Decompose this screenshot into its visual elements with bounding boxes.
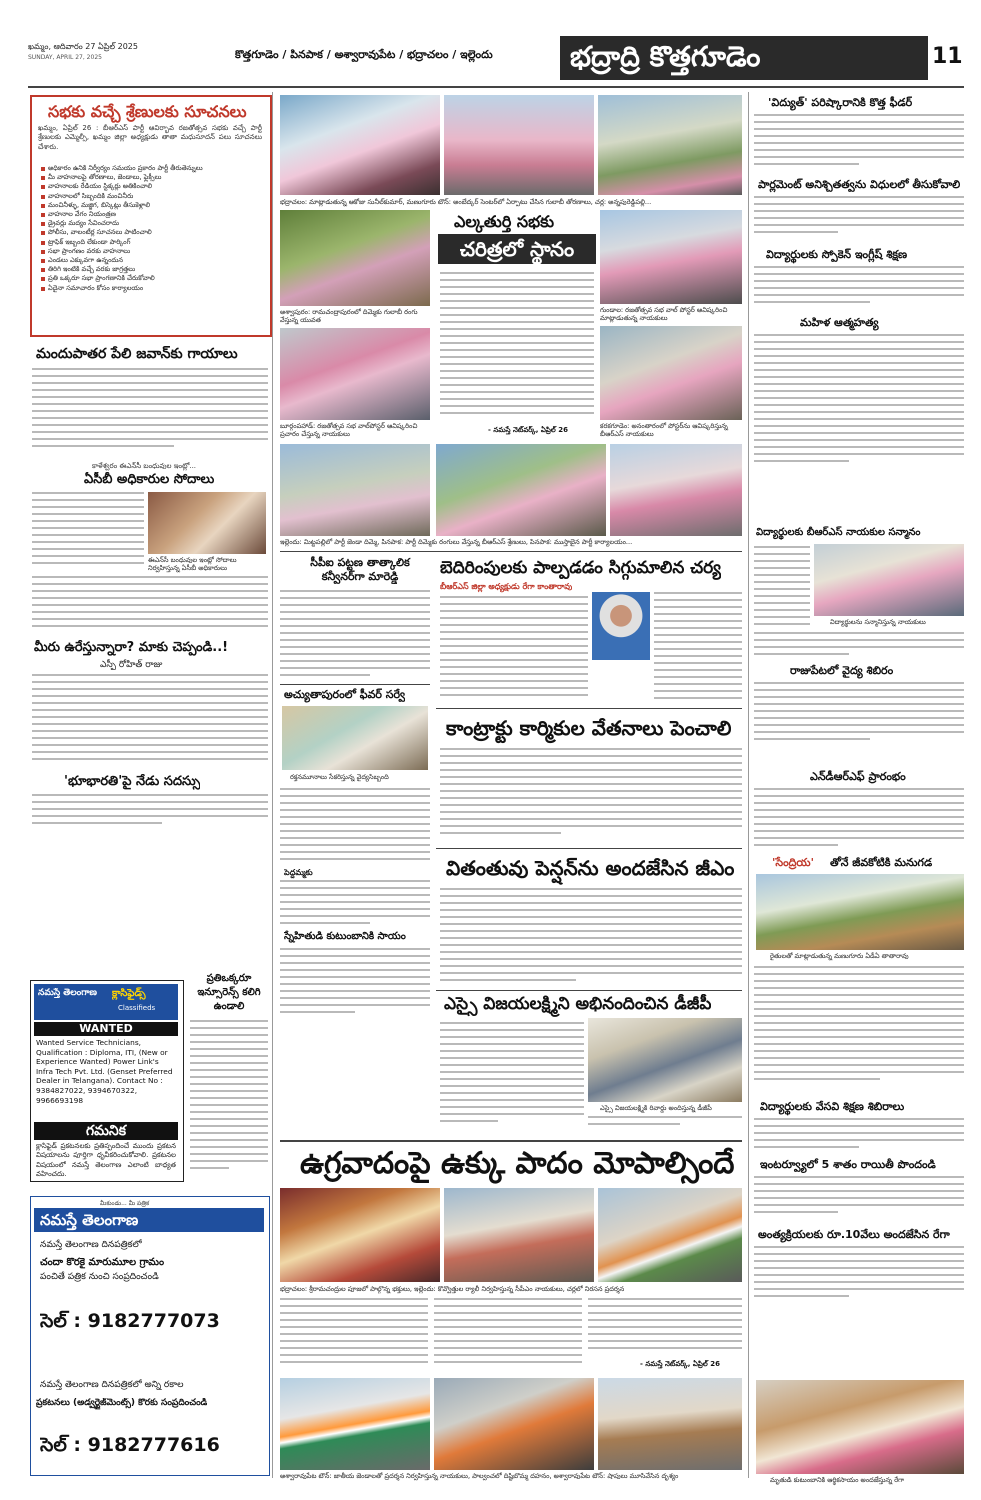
body-antyakriya [754, 1246, 964, 1306]
center-rule-1 [280, 551, 742, 552]
caption-acb: ఈఎన్‌సీ బంధువుల ఇంట్లో సోదాలు నిర్వహిస్తున్న ఏసీబీ అధికారులు [148, 556, 237, 572]
photo-ugra-shops [598, 1378, 742, 1470]
body-si-2 [588, 1116, 742, 1136]
subhead-meeru: ఎస్పీ రోహిత్ రాజు [100, 660, 163, 670]
body-insurance [190, 1020, 268, 1190]
photo-ugra-charla [598, 1188, 742, 1282]
body-vesavi [754, 1118, 964, 1154]
headline-mahila: మహిళ ఆత్మహత్య [800, 316, 879, 329]
date-line: ఖమ్మం, ఆదివారం 27 ఏప్రిల్ 2025 [28, 42, 138, 51]
body-bedirimpu-2 [654, 592, 742, 702]
headline-vidyut: 'విద్యుత్' పరిష్కారానికి కొత్త ఫీడర్ [768, 96, 913, 109]
photo-illendu [280, 444, 430, 536]
si-rule [436, 990, 742, 991]
list-item: వాహనాలకు రేడియం స్టిక్కర్లు అతికించాలి [40, 182, 262, 191]
photo-sanmanam [814, 544, 964, 616]
headline-ndrf: ఎన్‌డీఆర్ఎఫ్ ప్రారంభం [810, 770, 906, 783]
headline-sendriya-b: తోనే జీవకోటికి మనుగడ [830, 856, 933, 869]
photo-pinapaka-2 [610, 444, 742, 536]
photo-sendriya [756, 874, 964, 950]
ad-line4: నమస్తే తెలంగాణ దినపత్రికలో అన్ని రకాల [40, 1380, 184, 1390]
ad-phone-advertisement[interactable]: సెల్ : 9182777616 [40, 1434, 220, 1456]
list-item: తిరిగి ఇంటికి వచ్చే వరకు జాగ్రత్తలు [40, 265, 262, 274]
logo-classifieds-text: క్లాసిఫైడ్స్ [112, 988, 146, 999]
ugra-rule [280, 1140, 742, 1142]
headline-insurance: ప్రతిఒక్కరూ ఇన్సూరెన్స్ కలిగి ఉండాలి [197, 973, 261, 1012]
list-item: అధికారం ఉనికి నిర్వీర్యం సమయం ప్రకారం పార్టీ తీరుతెన్నులు [40, 164, 262, 173]
kicker-acb: కాళేశ్వరం ఈఎన్‌సీ బంధువుల ఇంట్లో... [92, 462, 197, 470]
body-interview [754, 1176, 964, 1224]
body-english [754, 266, 964, 314]
gamanika-title: గమనిక [34, 1122, 178, 1140]
photo-pinapaka-1 [436, 444, 606, 536]
body-snehitudu [280, 948, 430, 1020]
headline-interview: ఇంటర్వ్యూలో 5 శాతం రాయితీ పొందండి [760, 1158, 936, 1171]
body-bedirimpu [440, 596, 588, 700]
body-si [440, 1022, 584, 1130]
headline-pension: వితంతువు పెన్షన్‌ను అందజేసిన జీఎం [446, 856, 735, 880]
list-item: మీ వాహనాలపై తోరణాలు, జెండాలు, ఫ్లెక్సీలు [40, 173, 262, 182]
headline-antyakriya: అంత్యక్రియలకు రూ.10వేలు అందజేసిన రేగా [758, 1228, 950, 1241]
list-item: ఎండలు ఎక్కువగా ఉన్నందున [40, 256, 262, 265]
headline-bedirimpu: బెదిరింపులకు పాల్పడడం సిగ్గుమాలిన చర్య [440, 558, 721, 578]
photo-bhadrachalam [280, 95, 440, 195]
headline-si: ఎస్సై విజయలక్ష్మిని అభినందించిన డీజీపీ [444, 994, 712, 1014]
ad-small-tagline: మీకుండు... మీ పత్రిక [100, 1200, 150, 1207]
district-banner [560, 36, 928, 80]
district-title: భద్రాద్రి కొత్తగూడెం [570, 40, 761, 73]
body-meeru [32, 674, 268, 770]
page-number: 11 [932, 44, 963, 69]
date-english: SUNDAY, APRIL 27, 2025 [28, 54, 102, 61]
headline-achyuta: అచ్యుతాపురంలో ఫీవర్ సర్వే [284, 688, 406, 701]
photo-burgampahad [280, 328, 430, 420]
gamanika-body: క్లాసిఫైడ్ ప్రకటనలకు ప్రతిస్పందించే ముందు ప్రకటన విషయాలను పూర్తిగా ధృవీకరించుకోవాలి. ప్రకటనల విషయంలో నమస్తే తెలంగాణ ఎలాంటి బాధ్యత వహించదు. [36, 1142, 176, 1179]
column-divider-left [272, 92, 273, 1478]
body-peddamma-2 [280, 880, 430, 928]
body-acb [32, 576, 268, 636]
masthead [28, 36, 964, 86]
photo-ugra-illendu [444, 1188, 594, 1282]
headline-acb: ఏసీబీ అధికారుల సోదాలు [84, 472, 215, 487]
caption-ugra-bottom: అశ్వారావుపేట టౌన్: జాతీయ జెండాలతో ప్రదర్శన నిర్వహిస్తున్న నాయకులు, పాల్వంచలో దిష్టిబొమ్మ దహనం, అశ్వారావుపేట టౌన్: షాపులు మూసివేసిన దృశ్యం [280, 1472, 679, 1480]
body-mandupatara [32, 368, 268, 454]
body-acb-left [32, 492, 144, 572]
body-ugra-3 [588, 1298, 742, 1358]
photo-ugra-ashwaraopeta [280, 1378, 430, 1470]
places-line: కొత్తగూడెం / పినపాక / అశ్వారావుపేట / భద్రాచలం / ఇల్లెందు [235, 48, 493, 61]
photo-charla [598, 95, 742, 195]
headline-vesavi: విద్యార్థులకు వేసవి శిక్షణ శిబిరాలు [760, 1100, 905, 1113]
headline-meeru: మీరు ఉరేస్తున్నారా? మాకు చెప్పండి..! [34, 640, 229, 655]
pension-rule [436, 848, 742, 849]
headline-yellampalli-top: ఎల్కతుర్తి సభకు [454, 212, 555, 231]
caption-gundala: గుండాల: రజతోత్సవ సభ వాల్ పోస్టర్ ఆవిష్కరించి మాట్లాడుతున్న నాయకులు [600, 306, 728, 322]
ad-line1: నమస్తే తెలంగాణ దినపత్రికలో [40, 1240, 142, 1250]
headline-rajupeta: రాజుపేటలో వైద్య శిబిరం [790, 664, 894, 677]
body-pension [440, 888, 742, 988]
suggestions-list [40, 164, 262, 329]
suggestions-intro: ఖమ్మం, ఏప్రిల్ 26 : బీఆర్ఎస్ పార్టీ ఆవిర్భావ రజతోత్సవ సభకు వచ్చే పార్టీ శ్రేణులకు ఎమ్మెల్సీ, ఖమ్మం జిల్లా అధ్యక్షుడు తాతా మధుసూదన్ పలు సూచనలు చేశారు. [38, 124, 262, 151]
headline-sendriya-a: 'సేంద్రియ' [772, 856, 814, 869]
caption-si: ఎస్సై విజయలక్ష్మికి రివార్డు అందిస్తున్న డీజీపీ [600, 1104, 712, 1112]
caption-sendriya: రైతులతో మాట్లాడుతున్న మణుగూరు ఏడీఏ తాతారావు [770, 952, 909, 960]
photo-acb-raid [148, 492, 266, 554]
column-divider-right [748, 92, 749, 1478]
headline-pedda: పెద్దమ్మకు [284, 868, 313, 877]
body-peddamma-1 [280, 788, 430, 868]
body-cpi [280, 590, 430, 680]
body-ugra-1 [280, 1298, 428, 1372]
body-ugra-2 [434, 1298, 582, 1372]
achyuta-rule [280, 684, 430, 685]
headline-cpi: సీపీఐ పట్టణ తాత్కాలిక కన్వీనర్‌గా మారెడ్డి [310, 556, 410, 583]
photo-fever-survey [282, 706, 428, 770]
caption-achyuta: రక్తనమూనాలు సేకరిస్తున్న వైద్యసిబ్బంది [290, 773, 389, 781]
photo-si-reward [588, 1018, 742, 1102]
photo-antyakriya [756, 1380, 964, 1474]
byline-ugra: - నమస్తే నెట్‌వర్క్, ఏప్రిల్ 26 [640, 1360, 720, 1368]
logo-namaste-text: నమస్తే తెలంగాణ [38, 988, 97, 998]
list-item: డ్రైవర్లు మద్యం సేవించరాదు [40, 219, 262, 228]
photo-karakagudem [600, 326, 742, 420]
headline-ugravadam: ఉగ్రవాదంపై ఉక్కు పాదం మోపాల్సిందే [300, 1146, 735, 1181]
headline-bhubharathi: 'భూభారతి'పై నేడు సదస్సు [64, 774, 201, 789]
caption-sanmanam: విద్యార్థులను సన్మానిస్తున్న నాయకులు [830, 618, 926, 626]
ad-phone-subscription[interactable]: సెల్ : 9182777073 [40, 1310, 220, 1332]
list-item: వాహనాలలో సిబ్బందికి మంచినీరు [40, 192, 262, 201]
headline-parliament: పార్లమెంట్ అనిశ్చితత్వను విధులలో తీసుకోవాలి [758, 178, 961, 191]
caption-ashwapuram: అశ్వాపురం: రామచంద్రాపురంలో దిమ్మెకు గులాబీ రంగు వేస్తున్న యువత [280, 308, 418, 324]
headline-contract: కాంట్రాక్టు కార్మికుల వేతనాలు పెంచాలి [446, 716, 732, 740]
caption-photo-row2: ఇల్లెందు: మిట్టపల్లిలో పార్టీ జెండా దిమ్మె, పినపాక: పార్టీ దిమ్మెకు రంగులు వేస్తున్న బీఆర్ఎస్ శ్రేణులు, పినపాక: ముస్తాబైన పార్టీ కార్యాలయం... [280, 538, 633, 546]
list-item: సభా ప్రాంగణం వరకు వాహనాలు [40, 247, 262, 256]
logo-classifieds-en: Classifieds [118, 1004, 156, 1012]
photo-gundala [600, 210, 742, 304]
ad-line3: పంచితే పత్రిక నుంచి సంప్రదించండి [40, 1272, 159, 1282]
photo-rega-kantharao [592, 592, 650, 660]
body-rajupeta [754, 682, 964, 748]
body-mahila [754, 334, 964, 472]
subhead-bedirimpu: బీఆర్ఎస్ జిల్లా అధ్యక్షుడు రేగా కాంతారావు [440, 582, 573, 591]
ad-brand: నమస్తే తెలంగాణ [34, 1208, 264, 1232]
list-item: మంచినీళ్ళు, మజ్జిగ, బిస్కెట్లు తీసుకెళ్లాలి [40, 201, 262, 210]
ad-line5: ప్రకటనలు (అడ్వర్టైజ్‌మెంట్స్) కొరకు సంప్రదించండి [36, 1398, 208, 1408]
body-bhubharathi [32, 794, 268, 834]
wanted-title: WANTED [34, 1022, 178, 1036]
suggestions-title: సభకు వచ్చే శ్రేణులకు సూచనలు [48, 102, 247, 121]
headline-yellampalli-main: చరిత్రలో స్థానం [438, 234, 596, 264]
caption-karakagudem: కరకగూడెం: అనంతారంలో పోస్టర్‌ను ఆవిష్కరిస్తున్న బీఆర్ఎస్ నాయకులు [600, 422, 728, 438]
body-sanmanam-1 [754, 546, 810, 630]
list-item: ఏదైనా సమాచారం కోసం కార్యాలయం [40, 284, 262, 293]
photo-ugra-bhadrachalam [280, 1188, 440, 1282]
byline-yellampalli: - నమస్తే నెట్‌వర్క్, ఏప్రిల్ 26 [488, 426, 568, 434]
classifieds-logo [34, 984, 178, 1020]
wanted-body: Wanted Service Technicians, Qualification : Diploma, ITI, (New or Experience Wanted) Power Link's Infra Tech Pvt. Ltd. (Genset Preferred Dealer in Telangana). Contact No : 9384827022, 9394670322, 9966693198 [36, 1038, 173, 1105]
body-sendriya [754, 966, 964, 1096]
ad-line2: చందా కొరకై మారుమూల గ్రామం [40, 1257, 165, 1268]
caption-photo-row1: భద్రాచలం: మాట్లాడుతున్న ఆకోజు సునీల్‌కుమార్, మణుగూరు టౌన్: అంబేద్కర్ సెంటర్‌లో ఏర్పాటు చేసిన గులాబీ తోరణాలు, చర్ల: అన్నపురెడ్డిపల్లి... [280, 198, 652, 206]
headline-english: విద్యార్థులకు స్పోకెన్ ఇంగ్లీష్ శిక్షణ [766, 248, 908, 261]
masthead-rule [28, 86, 964, 88]
list-item: పోలీసు, వాలంటీర్ల సూచనలు పాటించాలి [40, 228, 262, 237]
photo-manuguru-ambedkar [444, 95, 594, 195]
headline-mandupatara: మందుపాతర పేలి జవాన్‌కు గాయాలు [36, 346, 238, 362]
body-parliament [754, 196, 964, 244]
caption-antyakriya: మృతుడి కుటుంబానికి ఆర్థికసాయం అందజేస్తున్న రేగా [770, 1476, 905, 1484]
body-vidyut [754, 114, 964, 174]
body-sanmanam-2 [754, 632, 964, 662]
list-item: వాహనాల వేగం నియంత్రణ [40, 210, 262, 219]
photo-ashwapuram [280, 210, 430, 306]
contract-rule [436, 708, 742, 709]
list-item: ప్రతి ఒక్కరూ సభా ప్రాంగణానికి చేరుకోవాలి [40, 274, 262, 283]
body-ndrf [754, 788, 964, 854]
list-item: ట్రాఫిక్ ఇబ్బంది లేకుండా పార్కింగ్ [40, 238, 262, 247]
body-yellampalli [440, 272, 594, 422]
headline-snehitudu: స్నేహితుడి కుటుంబానికి సాయం [284, 931, 406, 942]
photo-ugra-palvancha [434, 1378, 594, 1470]
body-contract [440, 748, 742, 844]
yellampalli-box [438, 210, 596, 442]
caption-burgampahad: బూర్గంపహాడ్: రజతోత్సవ సభ వాల్‌పోస్టర్ ఆవిష్కరించి ప్రచారం చేస్తున్న నాయకులు [280, 422, 418, 438]
caption-ugra-top: భద్రాచలం: శ్రీరామచంద్రుల పూజలో పాల్గొన్న భక్తులు, ఇల్లెందు: కొవ్వొత్తుల ర్యాలీ నిర్వహిస్తున్న సీపీఎం నాయకులు, చర్లలో నిరసన ప్రదర్శన [280, 1285, 625, 1293]
headline-sanmanam: విద్యార్థులకు బీఆర్ఎస్ నాయకుల సన్మానం [756, 527, 921, 538]
